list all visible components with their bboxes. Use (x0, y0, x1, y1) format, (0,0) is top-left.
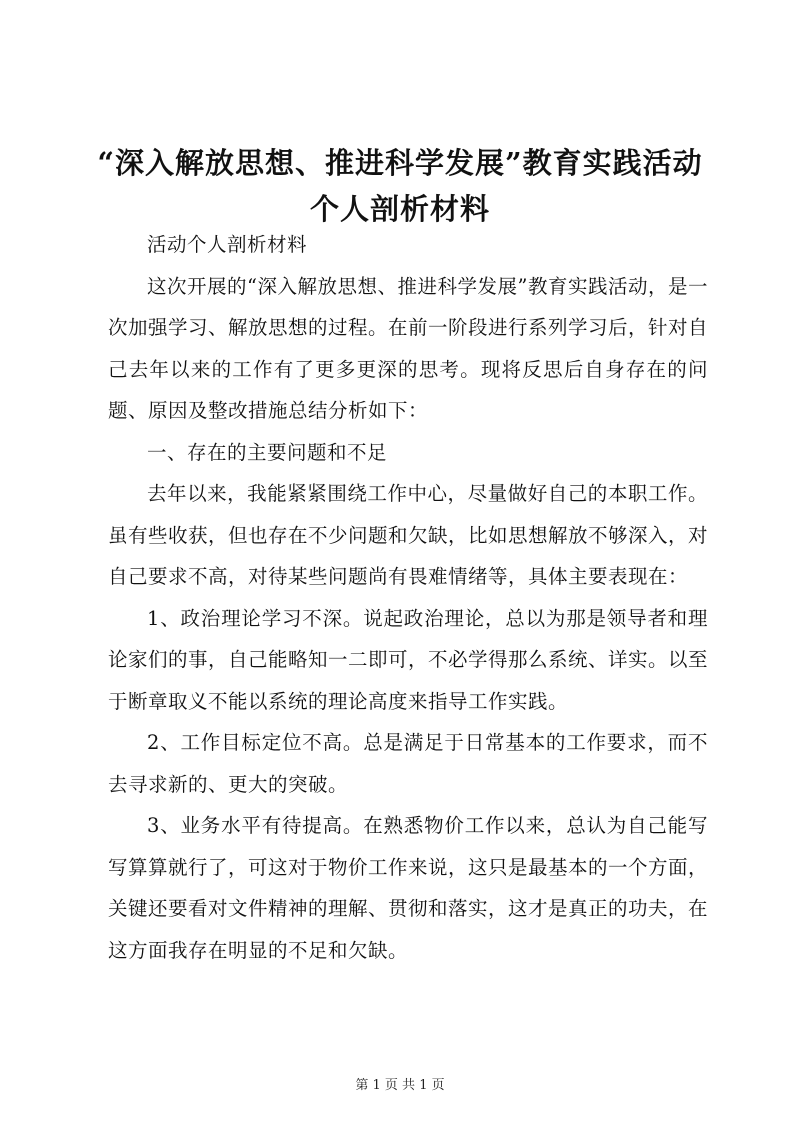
paragraph-subtitle: 活动个人剖析材料 (147, 233, 308, 256)
paragraph-item-2: 2、工作目标定位不高。总是满足于日常基本的工作要求，而不去寻求新的、更大的突破。 (108, 731, 708, 796)
document-body (108, 224, 708, 971)
paragraph-intro: 这次开展的“深入解放思想、推进科学发展”教育实践活动，是一次加强学习、解放思想的过程。在前一阶段进行系列学习后，针对自己去年以来的工作有了更多更深的思考。现将反思后自身存在的问题、原因及整改措施总结分析如下： (108, 274, 709, 422)
paragraph-item-3: 3、业务水平有待提高。在熟悉物价工作以来，总认为自己能写写算算就行了，可这对于物价工作来说，这只是最基本的一个方面，关键还要看对文件精神的理解、贯彻和落实，这才是真正的功夫，在这方面我存在明显的不足和欠缺。 (108, 814, 709, 962)
page-footer: 第 1 页 共 1 页 (355, 1078, 445, 1093)
paragraph-overview: 去年以来，我能紧紧围绕工作中心，尽量做好自己的本职工作。虽有些收获，但也存在不少问题和欠缺，比如思想解放不够深入，对自己要求不高，对待某些问题尚有畏难情绪等，具体主要表现在： (108, 482, 709, 588)
document-title: “深入解放思想、推进科学发展”教育实践活动个人剖析材料 (97, 146, 703, 226)
section-heading: 一、存在的主要问题和不足 (147, 440, 388, 464)
paragraph-item-1: 1、政治理论学习不深。说起政治理论，总以为那是领导者和理论家们的事，自己能略知一二即可，不必学得那么系统、详实。以至于断章取义不能以系统的理论高度来指导工作实践。 (108, 606, 709, 713)
